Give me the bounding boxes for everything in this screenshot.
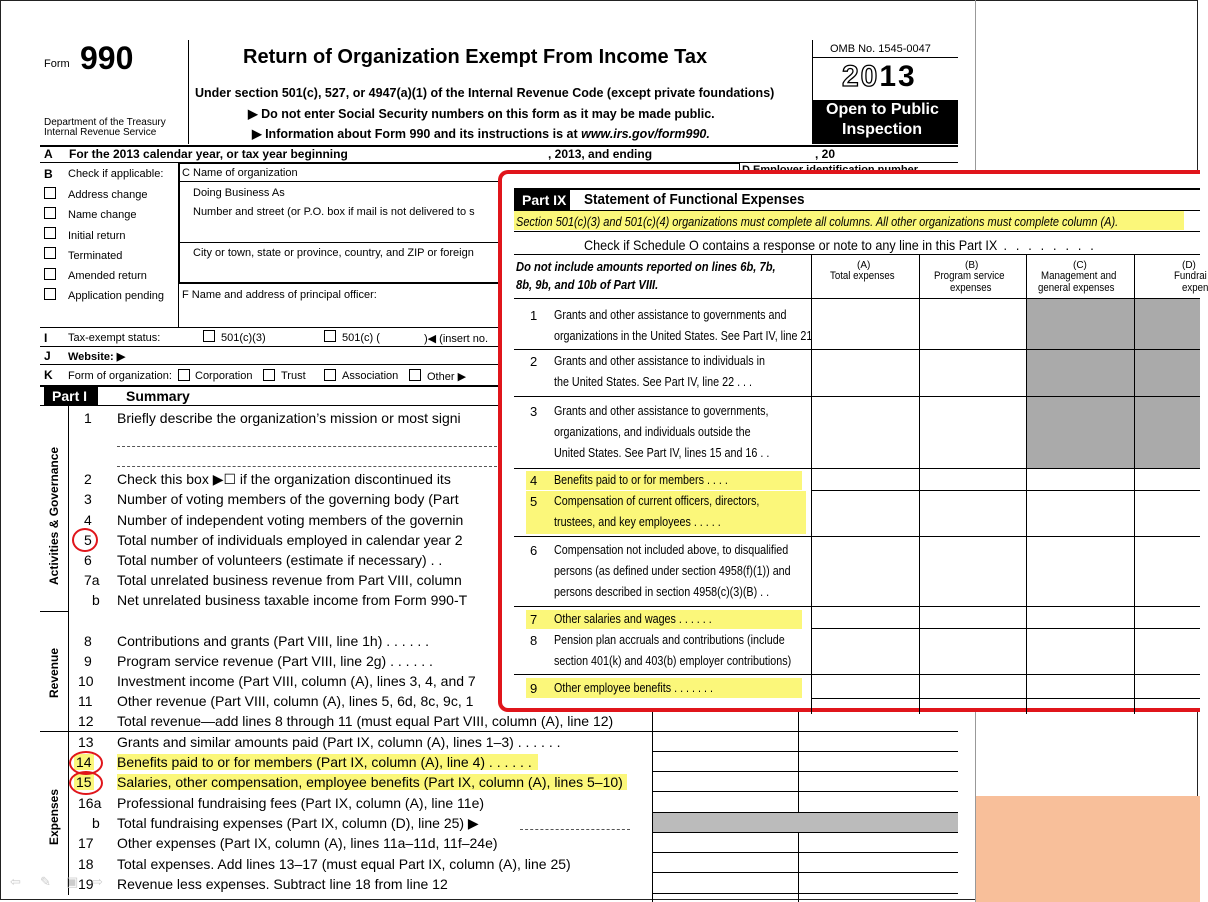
p1-line-13-num: 13 <box>78 734 94 750</box>
instruction-url: ▶ Information about Form 990 and its instructions is at www.irs.gov/form990. <box>252 127 710 141</box>
other-label: Other ▶ <box>427 371 467 383</box>
p1-line-15-text: Salaries, other compensation, employee benefits (Part IX, column (A), lines 5–10) <box>117 774 627 790</box>
col-a-letter: (A) <box>857 260 871 271</box>
p1-line-18-num: 18 <box>78 856 94 872</box>
part1-tag: Part I <box>52 388 88 404</box>
p1-line-7b-text: Net unrelated business taxable income from Form 990-T <box>117 592 468 608</box>
p9-row-7-num: 7 <box>530 612 538 627</box>
open-public-1: Open to Public <box>826 101 939 118</box>
line-5-circle <box>72 528 98 552</box>
p1-line-4-text: Number of independent voting members of the governin <box>117 512 464 528</box>
p9-row-8-l1: Pension plan accruals and contributions (include <box>554 633 785 647</box>
p1-line-7b-num: b <box>92 592 100 608</box>
side-expenses: Expenses <box>47 788 61 845</box>
line-a-text: For the 2013 calendar year, or tax year beginning <box>69 147 348 161</box>
p1-line-2-num: 2 <box>84 471 92 487</box>
prev-slide-icon[interactable]: ⇦ <box>10 874 21 889</box>
501c3-checkbox[interactable] <box>203 330 215 342</box>
501c-checkbox[interactable] <box>324 330 336 342</box>
p1-16b-shade <box>653 813 958 832</box>
p1-line-8-num: 8 <box>84 633 92 649</box>
p1-line-9-num: 9 <box>84 653 92 669</box>
city-label: City or town, state or province, country, and ZIP or foreign <box>193 247 474 259</box>
p9-row-6-num: 6 <box>530 543 538 558</box>
p1-line-5-text: Total number of individuals employed in calendar year 2 <box>117 532 463 548</box>
line-k-letter: K <box>44 368 53 382</box>
part9-tag: Part IX <box>522 192 567 208</box>
p1-line-13-text: Grants and similar amounts paid (Part IX, column (A), lines 1–3) . . . . . . <box>117 734 561 750</box>
form-of-org-label: Form of organization: <box>68 370 172 382</box>
dept-line2: Internal Revenue Service <box>44 127 157 138</box>
p1-line-8-text: Contributions and grants (Part VIII, line 1h) . . . . . . <box>117 633 430 649</box>
line-a-letter: A <box>44 147 53 161</box>
col-c-letter: (C) <box>1073 260 1087 271</box>
amended-return-label: Amended return <box>68 270 147 282</box>
p1-line-5-num: 5 <box>84 532 92 548</box>
application-pending-label: Application pending <box>68 290 165 302</box>
association-label: Association <box>342 370 399 382</box>
col-b-label2: expenses <box>950 282 992 294</box>
tax-year: 2013 <box>842 60 917 93</box>
address-change-label: Address change <box>68 189 148 201</box>
p1-line-12-text: Total revenue—add lines 8 through 11 (must equal Part VIII, column (A), line 12) <box>117 713 614 729</box>
terminated-label: Terminated <box>68 250 123 262</box>
p1-line-10-num: 10 <box>78 673 94 689</box>
p1-line-4-num: 4 <box>84 512 92 528</box>
p1-line-7a-text: Total unrelated business revenue from Part VIII, column <box>117 572 462 588</box>
line-15-circle <box>69 771 103 795</box>
p9-row-3-l1: Grants and other assistance to governments, <box>554 404 769 418</box>
other-checkbox[interactable] <box>409 369 421 381</box>
name-change-checkbox[interactable] <box>44 207 56 219</box>
p1-line-3-num: 3 <box>84 491 92 507</box>
p9-row-3-num: 3 <box>530 404 538 419</box>
website-label: Website: ▶ <box>68 351 126 363</box>
p1-line-10-text: Investment income (Part VIII, column (A), lines 3, 4, and 7 <box>117 673 476 689</box>
shade-col-d <box>1135 299 1200 468</box>
p9-row-5-l2: trustees, and key employees . . . . . <box>554 515 721 529</box>
p9-row-6-l1: Compensation not included above, to disqualified <box>554 543 789 557</box>
name-change-label: Name change <box>68 209 137 221</box>
p9-row-5-num: 5 <box>530 494 538 509</box>
line-b-letter: B <box>44 167 53 181</box>
part9-note: Section 501(c)(3) and 501(c)(4) organizations must complete all columns. All other organizations must complete column (A). <box>516 214 1119 229</box>
part9-title: Statement of Functional Expenses <box>584 191 805 208</box>
part9-header-left-2: 8b, 9b, and 10b of Part VIII. <box>516 277 659 292</box>
p1-line-12-num: 12 <box>78 713 94 729</box>
p9-row-7-l1: Other salaries and wages . . . . . . <box>554 612 712 626</box>
p1-line-16b-num: b <box>92 815 100 831</box>
p1-line-16b-text: Total fundraising expenses (Part IX, column (D), line 25) ▶ <box>117 815 479 831</box>
p9-row-2-l2: the United States. See Part IV, line 22 . . . <box>554 375 753 389</box>
p1-line-9-text: Program service revenue (Part VIII, line 2g) . . . . . . <box>117 653 433 669</box>
p1-line-6-text: Total number of volunteers (estimate if necessary) . . <box>117 552 443 568</box>
part1-title: Summary <box>126 388 190 404</box>
trust-label: Trust <box>281 370 306 382</box>
col-d-label1: Fundrai <box>1174 270 1207 282</box>
line-j-letter: J <box>44 349 51 363</box>
p1-line-18-text: Total expenses. Add lines 13–17 (must equal Part IX, column (A), line 25) <box>117 856 571 872</box>
p1-line-11-text: Other revenue (Part VIII, column (A), lines 5, 6d, 8c, 9c, 1 <box>117 693 474 709</box>
open-public-2: Inspection <box>842 121 923 138</box>
schedule-o-check: Check if Schedule O contains a response or note to any line in this Part IX . . . . . . . . <box>584 237 1097 253</box>
col-d-letter: (D) <box>1182 260 1196 271</box>
p9-row-2-l1: Grants and other assistance to individuals in <box>554 354 765 368</box>
peach-block <box>976 796 1200 902</box>
side-activities-governance: Activities & Governance <box>47 446 61 585</box>
c-name-label: C Name of organization <box>182 167 298 179</box>
association-checkbox[interactable] <box>324 369 336 381</box>
p9-row-3-l2: organizations, and individuals outside the <box>554 425 751 439</box>
col-d-label2: expen <box>1182 282 1208 294</box>
p1-line-15-num: 15 <box>76 774 92 790</box>
p1-line-6-num: 6 <box>84 552 92 568</box>
shade-col-c <box>1027 299 1134 468</box>
street-label: Number and street (or P.O. box if mail is not delivered to s <box>193 206 475 218</box>
form-number: 990 <box>80 40 134 76</box>
line-a-mid: , 2013, and ending <box>548 147 653 161</box>
corporation-checkbox[interactable] <box>178 369 190 381</box>
p1-line-19-num: 19 <box>78 876 94 892</box>
col-b-letter: (B) <box>965 260 979 271</box>
p9-row-6-l3: persons described in section 4958(c)(3)(B) . . <box>554 585 770 599</box>
side-revenue: Revenue <box>47 647 61 698</box>
p1-line-16a-text: Professional fundraising fees (Part IX, column (A), line 11e) <box>117 795 485 811</box>
address-change-checkbox[interactable] <box>44 187 56 199</box>
p1-line-1-num: 1 <box>84 410 92 426</box>
p9-row-8-num: 8 <box>530 633 538 648</box>
trust-checkbox[interactable] <box>263 369 275 381</box>
dba-label: Doing Business As <box>193 187 285 199</box>
p9-row-2-num: 2 <box>530 354 538 369</box>
corporation-label: Corporation <box>195 370 253 382</box>
amended-return-checkbox[interactable] <box>44 268 56 280</box>
next-slide-icon[interactable]: ⇨ <box>92 874 103 889</box>
p9-row-1-num: 1 <box>530 308 538 323</box>
f-label: F Name and address of principal officer: <box>182 289 377 301</box>
p9-row-5-l1: Compensation of current officers, directors, <box>554 494 760 508</box>
initial-return-checkbox[interactable] <box>44 227 56 239</box>
initial-return-label: Initial return <box>68 230 126 242</box>
form-title: Return of Organization Exempt From Income Tax <box>243 46 708 68</box>
p1-line-3-text: Number of voting members of the governing body (Part <box>117 491 459 507</box>
part9-header-left-1: Do not include amounts reported on lines 6b, 7b, <box>516 259 776 274</box>
tax-exempt-label: Tax-exempt status: <box>68 332 161 344</box>
p9-row-6-l2: persons (as defined under section 4958(f)(1)) and <box>554 564 791 578</box>
slide-menu-icon[interactable]: ▣ <box>66 874 79 889</box>
p9-row-1-l2: organizations in the United States. See Part IV, line 21 <box>554 329 813 343</box>
501c3-label: 501(c)(3) <box>221 332 266 344</box>
omb-number: OMB No. 1545-0047 <box>830 43 931 55</box>
col-a-label: Total expenses <box>830 270 895 282</box>
p1-line-2-text: Check this box ▶☐ if the organization discontinued its <box>117 471 451 487</box>
form-label: Form <box>44 58 70 70</box>
part9-overlay <box>498 170 1208 712</box>
col-c-label2: general expenses <box>1038 282 1115 294</box>
p9-row-1-l1: Grants and other assistance to governments and <box>554 308 787 322</box>
instruction-ssn: ▶ Do not enter Social Security numbers on this form as it may be made public. <box>248 107 715 121</box>
p1-line-17-num: 17 <box>78 835 94 851</box>
col-b-label1: Program service <box>934 270 1005 282</box>
col-c-label1: Management and <box>1041 270 1117 282</box>
terminated-checkbox[interactable] <box>44 247 56 259</box>
line-a-end: , 20 <box>815 147 836 161</box>
p1-line-19-text: Revenue less expenses. Subtract line 18 from line 12 <box>117 876 448 892</box>
line-i-letter: I <box>44 331 48 345</box>
pen-icon[interactable]: ✎ <box>40 874 51 889</box>
dept-line1: Department of the Treasury <box>44 117 166 128</box>
p1-line-14-num: 14 <box>76 754 92 770</box>
form-subtitle: Under section 501(c), 527, or 4947(a)(1) of the Internal Revenue Code (except private foundations) <box>195 86 775 100</box>
p9-row-3-l3: United States. See Part IV, lines 15 and 16 . . <box>554 446 770 460</box>
p1-line-17-text: Other expenses (Part IX, column (A), lines 11a–11d, 11f–24e) <box>117 835 498 851</box>
p1-line-7a-num: 7a <box>84 572 100 588</box>
p1-line-16a-num: 16a <box>78 795 102 811</box>
p9-row-9-l1: Other employee benefits . . . . . . . <box>554 681 713 695</box>
insert-no-label: )◀ (insert no. <box>424 333 489 345</box>
p9-row-9-num: 9 <box>530 681 538 696</box>
application-pending-checkbox[interactable] <box>44 288 56 300</box>
p1-line-11-num: 11 <box>78 693 93 709</box>
p9-row-8-l2: section 401(k) and 403(b) employer contributions) <box>554 654 792 668</box>
501c-label: 501(c) ( <box>342 332 380 344</box>
check-applicable: Check if applicable: <box>68 168 164 180</box>
p9-row-4-l1: Benefits paid to or for members . . . . <box>554 473 728 487</box>
p9-row-4-num: 4 <box>530 473 538 488</box>
p1-line-14-text: Benefits paid to or for members (Part IX, column (A), line 4) . . . . . . <box>117 754 538 770</box>
p1-line-1-text: Briefly describe the organization’s mission or most signi <box>117 410 461 426</box>
